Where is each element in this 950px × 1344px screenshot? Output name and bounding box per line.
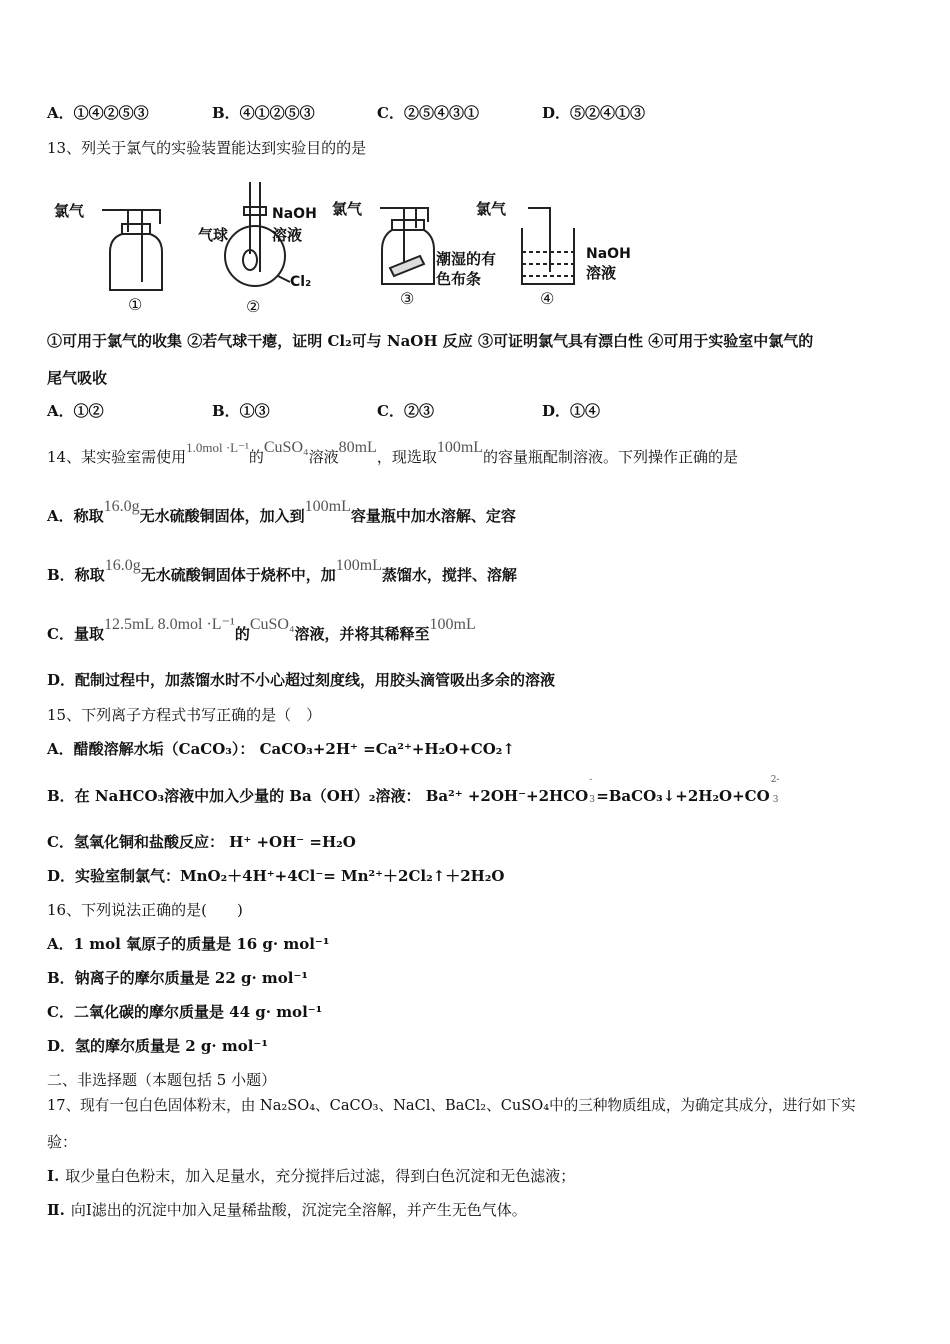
- fig-l3-wet1: 潮湿的有: [436, 250, 497, 268]
- section2-heading: 二、非选择题（本题包括 5 小题）: [47, 1071, 277, 1089]
- q15-b-sub2: 3: [772, 795, 779, 805]
- fig-l4-num: ④: [540, 289, 555, 308]
- q16-option-b: B．钠离子的摩尔质量是 22 g· mol⁻¹: [47, 969, 308, 987]
- q14-option-a: [47, 498, 516, 526]
- q12-option-a: A．①④②⑤③: [47, 104, 149, 122]
- q13-option-c: C．②③: [377, 402, 434, 420]
- q13-stem: 13、列关于氯气的实验装置能达到实验目的的是: [47, 139, 367, 157]
- q14-a-formula1: 16.0g: [103, 498, 140, 515]
- fig-l4-gas: 氯气: [476, 200, 507, 218]
- q17-step1-label: Ⅰ.: [47, 1167, 60, 1185]
- q15-option-a: A．醋酸溶解水垢（CaCO₃）： CaCO₃+2H⁺ =Ca²⁺+H₂O+CO₂↑: [47, 740, 515, 758]
- q13-options: [47, 400, 600, 421]
- q14-a-text2: 无水硫酸铜固体，加入到: [139, 507, 305, 525]
- q17-step2-label: Ⅱ.: [47, 1201, 65, 1219]
- fig-l2-cl2: Cl₂: [290, 274, 312, 290]
- fig-l4-sol: 溶液: [586, 264, 617, 282]
- q15-option-c: C．氢氧化铜和盐酸反应： H⁺ +OH⁻ =H₂O: [47, 833, 356, 851]
- fig-l3-wet2: 色布条: [436, 270, 482, 288]
- fig-l3-num: ③: [400, 289, 415, 308]
- q14-option-c: [47, 616, 476, 644]
- q17-step1-text: 取少量白色粉末，加入足量水，充分搅拌后过滤，得到白色沉淀和无色滤液；: [65, 1167, 576, 1185]
- fig-l3-gas: 氯气: [332, 200, 363, 218]
- q14-a-formula2: 100mL: [304, 498, 351, 515]
- q14-b-text3: 蒸馏水，搅拌、溶解: [381, 566, 517, 584]
- q14-stem: [47, 439, 739, 467]
- q12-option-c: C．②⑤④③①: [377, 104, 479, 122]
- q14-c-formula2: CuSO₄: [249, 616, 295, 633]
- q12-option-b: B．④①②⑤③: [212, 104, 315, 122]
- q14-option-d: D．配制过程中，加蒸馏水时不小心超过刻度线，用胶头滴管吸出多余的溶液: [47, 671, 556, 689]
- q13-option-d: D．①④: [542, 402, 601, 420]
- q14-c-text3: 溶液，并将其稀释至: [294, 625, 430, 643]
- q15-option-d: D．实验室制氯气：MnO₂＋4H⁺+4Cl⁻= Mn²⁺＋2Cl₂↑＋2H₂O: [47, 867, 505, 885]
- q14-a-text1: A．称取: [47, 507, 104, 525]
- fig-l2-num: ②: [246, 297, 261, 316]
- fig-l2-sol: 溶液: [272, 226, 303, 244]
- q14-c-text2: 的: [234, 625, 250, 643]
- q17-step2-text: 向Ⅰ滤出的沉淀中加入足量稀盐酸，沉淀完全溶解，并产生无色气体。: [70, 1201, 527, 1219]
- q15-b-text1: B．在 NaHCO₃溶液中加入少量的 Ba（OH）₂溶液： Ba²⁺ +2OH⁻+2HCO: [47, 787, 589, 805]
- q13-option-a: A．①②: [47, 402, 104, 420]
- q15-option-b: [47, 775, 782, 806]
- q16-option-a: A．1 mol 氧原子的质量是 16 g· mol⁻¹: [47, 935, 330, 953]
- q15-b-text2: =BaCO₃↓+2H₂O+CO: [596, 787, 770, 805]
- q14-c-text1: C．量取: [47, 625, 104, 643]
- q17-step2: [47, 1199, 527, 1220]
- q15-b-sub1: 3: [589, 795, 595, 805]
- q15-b-ion2: 2-: [770, 775, 780, 785]
- q14-option-b: [47, 557, 517, 585]
- q13-desc-line2: 尾气吸收: [47, 369, 108, 387]
- fig-l2-naoh: NaOH: [272, 206, 317, 222]
- q15-b-ion1: -: [589, 775, 593, 785]
- q15-stem: 15、下列离子方程式书写正确的是（ ）: [47, 706, 322, 724]
- q13-apparatus-figure: [50, 172, 650, 317]
- q16-stem: 16、下列说法正确的是( ): [47, 901, 243, 919]
- fig-l1-num: ①: [128, 295, 143, 314]
- q14-c-formula1: 12.5mL 8.0mol ·L⁻¹: [103, 616, 235, 633]
- q14-b-text1: B．称取: [47, 566, 105, 584]
- q13-desc-line1: ①可用于氯气的收集 ②若气球干瘪，证明 Cl₂可与 NaOH 反应 ③可证明氯气具有漂白性 ④可用于实验室中氯气的: [47, 332, 814, 350]
- q14-stem-p2: 的: [248, 448, 264, 466]
- q12-option-d: D．⑤②④①③: [542, 104, 646, 122]
- q14-formula-conc: 1.0mol ·L⁻¹: [186, 440, 249, 455]
- fig-l2-balloon: 气球: [198, 226, 229, 244]
- q14-c-formula3: 100mL: [429, 616, 476, 633]
- q14-stem-p4: ，现选取: [376, 448, 437, 466]
- q17-line1: 17、现有一包白色固体粉末，由 Na₂SO₄、CaCO₃、NaCl、BaCl₂、CuSO₄中的三种物质组成，为确定其成分，进行如下实: [47, 1097, 856, 1114]
- q12-options: [47, 102, 645, 123]
- q14-b-formula1: 16.0g: [104, 557, 141, 574]
- q14-stem-p3: 溶液: [308, 448, 339, 466]
- q17-step1: [47, 1165, 575, 1186]
- q14-formula-cuso4: CuSO₄: [263, 439, 309, 456]
- q16-option-d: D．氢的摩尔质量是 2 g· mol⁻¹: [47, 1037, 268, 1055]
- q14-stem-p1: 14、某实验室需使用: [47, 448, 187, 466]
- q13-option-b: B．①③: [212, 402, 270, 420]
- q14-a-text3: 容量瓶中加水溶解、定容: [350, 507, 516, 525]
- q14-stem-p5: 的容量瓶配制溶液。下列操作正确的是: [483, 448, 739, 466]
- fig-l4-naoh: NaOH: [586, 246, 631, 262]
- q14-b-formula2: 100mL: [335, 557, 382, 574]
- q17-line2: 验：: [47, 1133, 78, 1151]
- q14-formula-80ml: 80mL: [338, 439, 377, 456]
- q16-option-c: C．二氧化碳的摩尔质量是 44 g· mol⁻¹: [47, 1003, 323, 1021]
- q14-b-text2: 无水硫酸铜固体于烧杯中，加: [140, 566, 336, 584]
- q14-formula-100ml: 100mL: [436, 439, 484, 456]
- fig-l1-gas: 氯气: [54, 202, 85, 220]
